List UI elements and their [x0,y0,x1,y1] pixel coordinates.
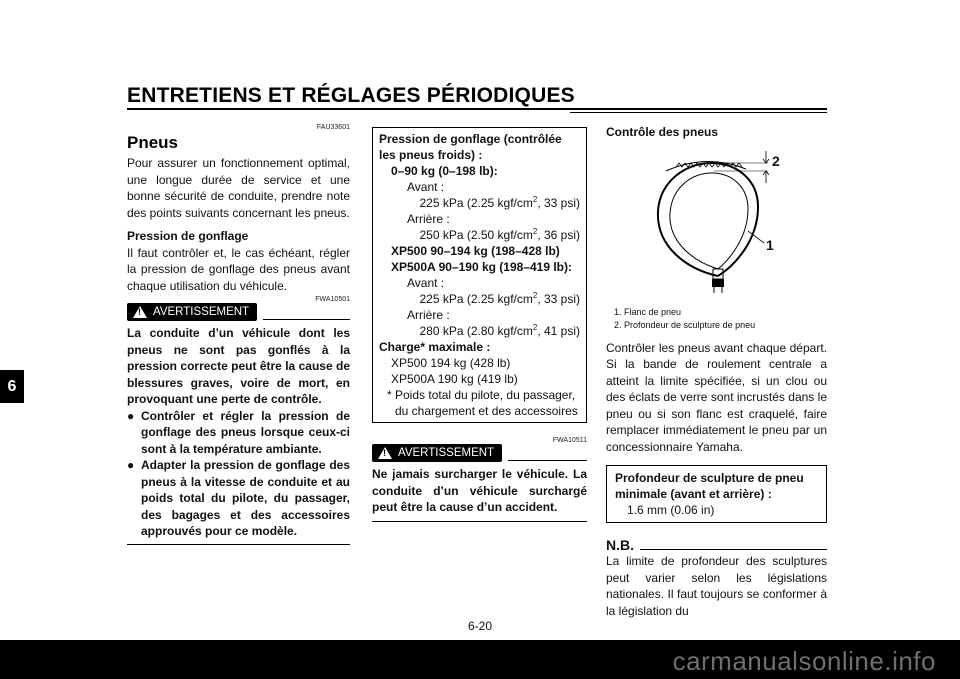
warning-triangle-icon: ! [378,447,392,459]
pressure-spec-box [372,127,587,423]
warning-header [127,303,350,321]
nb-text: La limite de profondeur des sculptures peut varier selon les législations nationales. Il faut toujours se conformer à la législation du [606,554,827,618]
warning-code: FWA10511 [552,437,587,444]
spec-rear-label: Arrière : [407,212,450,226]
bullet-dot-icon: ● [127,458,135,472]
warning-bottom-rule [127,544,350,545]
spec-title: Pression de gonflage (contrôlée les pneus froids) : [379,132,562,162]
warning-top-rule [263,319,350,320]
callout-1: 1 [766,236,774,253]
intro-paragraph: Pour assurer un fonctionnement optimal, une longue durée de service et une bonne sécurité de conduite, prendre note des points suivants concernant les pneus. [127,156,350,220]
header-rule [127,108,827,110]
warning-label: AVERTISSEMENT [153,306,250,318]
page-header-title: ENTRETIENS ET RÉGLAGES PÉRIODIQUES [127,84,575,107]
column-3 [606,124,827,619]
page-number: 6-20 [467,619,493,633]
warning-label: AVERTISSEMENT [398,447,495,459]
spec-charge-title: Charge* maximale : [379,340,491,354]
chapter-tab: 6 [0,370,24,403]
nb-rule [640,549,827,550]
warning-badge [372,444,502,462]
check-paragraph: Contrôler les pneus avant chaque départ. Si la bande de roulement centrale a atteint la limite spécifiée, si un clou ou des éclats de verre sont incrustés dans le pneu ou si son flanc est craquelé, faire remplacer immédiatement le pneu par un concessionnaire Yamaha. [606,340,827,454]
spec-front-value-1: 225 kPa (2.25 kgf/$cm^2$, 33 psi) [419,195,580,210]
spec-rear-value-1: 250 kPa (2.50 kgf/$cm^2$, 36 psi) [419,227,580,242]
spec-load-3: XP500A 90–190 kg (198–419 lb): [391,260,573,274]
tire-cross-section-icon [606,141,827,297]
legend-item: 2. Profondeur de sculpture de pneu [614,319,756,330]
spec-load-1: 0–90 kg (0–198 lb): [391,164,498,178]
callout-2: 2 [772,152,780,169]
warning-top-rule [508,460,587,461]
warning-text: Ne jamais surcharger le véhicule. La conduite d’un véhicule surchargé peut être la cause d’un accident. [372,467,587,514]
tread-spec-box [606,465,827,523]
header-rule-secondary [570,112,827,113]
tire-diagram [606,141,827,297]
warning-bottom-rule [372,521,587,522]
bullet-dot-icon: ● [127,408,135,423]
bullet-text: Contrôler et régler la pression de gonflage des pneus lorsque ceux-ci sont à la température ambiante. [141,408,350,456]
spec-rear-value-2: 280 kPa (2.80 kgf/$cm^2$, 41 psi) [419,323,580,338]
nb-header [606,537,827,553]
warning-bullet [127,408,350,458]
section-title: Pneus [127,133,179,152]
reference-code: FAU33601 [316,124,350,131]
spec-rear-label: Arrière : [407,308,450,322]
bullet-text: Adapter la pression de gonflage des pneus à la vitesse de conduite et au poids total du pilote, du passager, des bagages et des accessoires approuvés pour ce modèle. [141,458,350,538]
subheading-tire-check: Contrôle des pneus [606,125,719,139]
column-2 [372,127,587,522]
warning-code: FWA10501 [315,296,350,303]
tread-spec-title: Profondeur de sculpture de pneu minimale (avant et arrière) : [615,471,804,501]
spec-front-value-2: 225 kPa (2.25 kgf/$cm^2$, 33 psi) [419,291,580,306]
pressure-paragraph: Il faut contrôler et, le cas échéant, régler la pression de gonflage des pneus avant chaque utilisation du véhicule. [127,245,350,293]
spec-charge-1: XP500 194 kg (428 lb) [391,356,511,370]
spec-footnote: * Poids total du pilote, du passager, du chargement et des accessoires [387,388,578,418]
warning-header [372,444,587,462]
legend-item: 1. Flanc de pneu [614,306,682,317]
warning-triangle-icon: ! [133,306,147,318]
spec-load-2: XP500 90–194 kg (198–428 lb) [391,244,560,258]
subheading-pressure: Pression de gonflage [127,229,249,243]
warning-badge [127,303,257,321]
warning-bullet [127,457,350,540]
nb-label: N.B. [606,537,634,553]
spec-front-label: Avant : [407,180,445,194]
spec-front-label: Avant : [407,276,445,290]
column-1 [127,124,350,545]
watermark-text: carmanualsonline.info [672,646,936,676]
tread-spec-value: 1.6 mm (0.06 in) [627,503,715,517]
spec-charge-2: XP500A 190 kg (419 lb) [391,372,518,386]
warning-text: La conduite d’un véhicule dont les pneus ne sont pas gonflés à la pression correcte peut être la cause de blessures graves, voire de mort, en provoquant une perte de contrôle. [127,326,350,406]
